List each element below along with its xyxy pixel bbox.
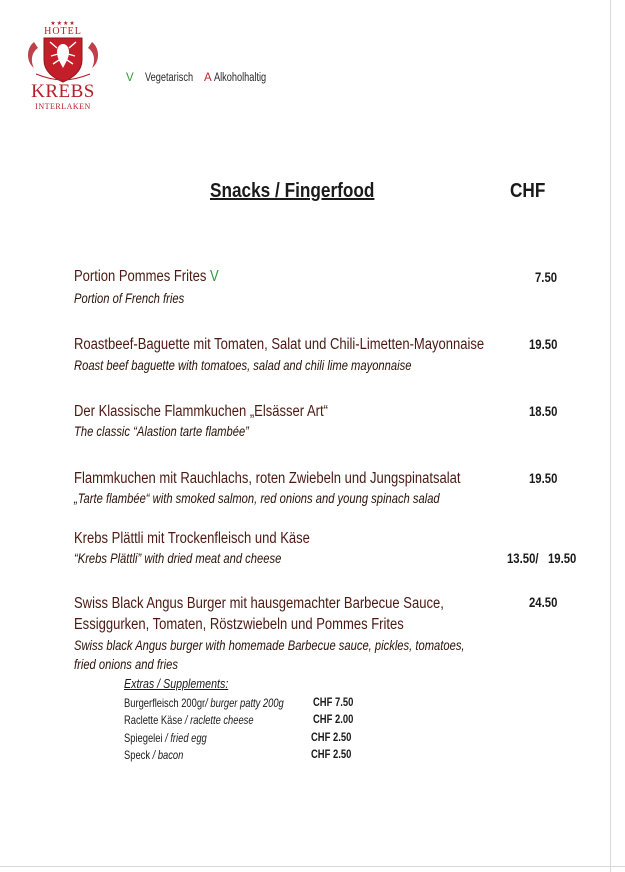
item-price: 18.50 xyxy=(529,404,558,419)
item-price: 24.50 xyxy=(529,595,558,610)
extra-item: Raclette Käse / raclette cheese xyxy=(124,713,254,727)
veg-mark: V xyxy=(210,268,219,285)
item-name-en-line1: Swiss black Angus burger with homemade Barbecue sauce, pickles, tomatoes, xyxy=(74,637,465,653)
extra-price: CHF 2.50 xyxy=(311,749,352,761)
logo-interlaken-text: INTERLAKEN xyxy=(35,102,91,111)
extra-price: CHF 2.00 xyxy=(313,714,354,726)
legend-alc-mark: A xyxy=(204,72,212,84)
item-name-de-line2: Essiggurken, Tomaten, Röstzwiebeln und Pommes Frites xyxy=(74,616,404,633)
extra-price: CHF 7.50 xyxy=(313,697,354,709)
legend-alc-label: Alkoholhaltig xyxy=(214,72,267,84)
item-price: 13.50/ 19.50 xyxy=(507,551,577,566)
extra-item: Burgerfleisch 200gr/ burger patty 200g xyxy=(124,696,284,710)
item-name-de: Der Klassische Flammkuchen „Elsässer Art“ xyxy=(74,403,328,420)
item-name-de: Portion Pommes Frites V xyxy=(74,268,219,285)
hotel-logo xyxy=(24,20,102,112)
extra-item: Spiegelei / fried egg xyxy=(124,731,207,745)
item-price: 7.50 xyxy=(535,270,558,285)
extras-title: Extras / Supplements: xyxy=(124,676,229,691)
item-name-en: The classic “Alastion tarte flambée” xyxy=(74,423,249,439)
logo-stars: ★★★★ xyxy=(50,21,76,27)
logo-krebs-text: KREBS xyxy=(31,81,95,102)
section-title: Snacks / Fingerfood xyxy=(210,180,375,202)
logo-hotel-text: HOTEL xyxy=(44,26,82,37)
legend-veg-mark: V xyxy=(126,72,134,84)
currency-header: CHF xyxy=(510,180,546,202)
item-name-en: Portion of French fries xyxy=(74,290,185,306)
item-name-de-line1: Swiss Black Angus Burger mit hausgemachter Barbecue Sauce, xyxy=(74,595,444,612)
item-name-de: Roastbeef-Baguette mit Tomaten, Salat und Chili-Limetten-Mayonnaise xyxy=(74,336,485,353)
item-name-de: Krebs Plättli mit Trockenfleisch und Käse xyxy=(74,530,310,547)
page-edge-bottom xyxy=(0,866,625,867)
extra-item: Speck / bacon xyxy=(124,748,184,762)
item-name-en-line2: fried onions and fries xyxy=(74,656,178,672)
lobster-crest-icon xyxy=(24,34,102,84)
item-name-de: Flammkuchen mit Rauchlachs, roten Zwiebeln und Jungspinatsalat xyxy=(74,470,461,487)
item-name-en: “Krebs Plättli” with dried meat and cheese xyxy=(74,550,282,566)
legend-veg-label: Vegetarisch xyxy=(145,72,194,84)
item-name-en: „Tarte flambée“ with smoked salmon, red onions and young spinach salad xyxy=(74,490,440,506)
page-edge-right xyxy=(610,0,611,872)
extra-price: CHF 2.50 xyxy=(311,732,352,744)
item-price: 19.50 xyxy=(529,471,558,486)
item-price: 19.50 xyxy=(529,337,558,352)
item-name-en: Roast beef baguette with tomatoes, salad and chili lime mayonnaise xyxy=(74,357,412,373)
